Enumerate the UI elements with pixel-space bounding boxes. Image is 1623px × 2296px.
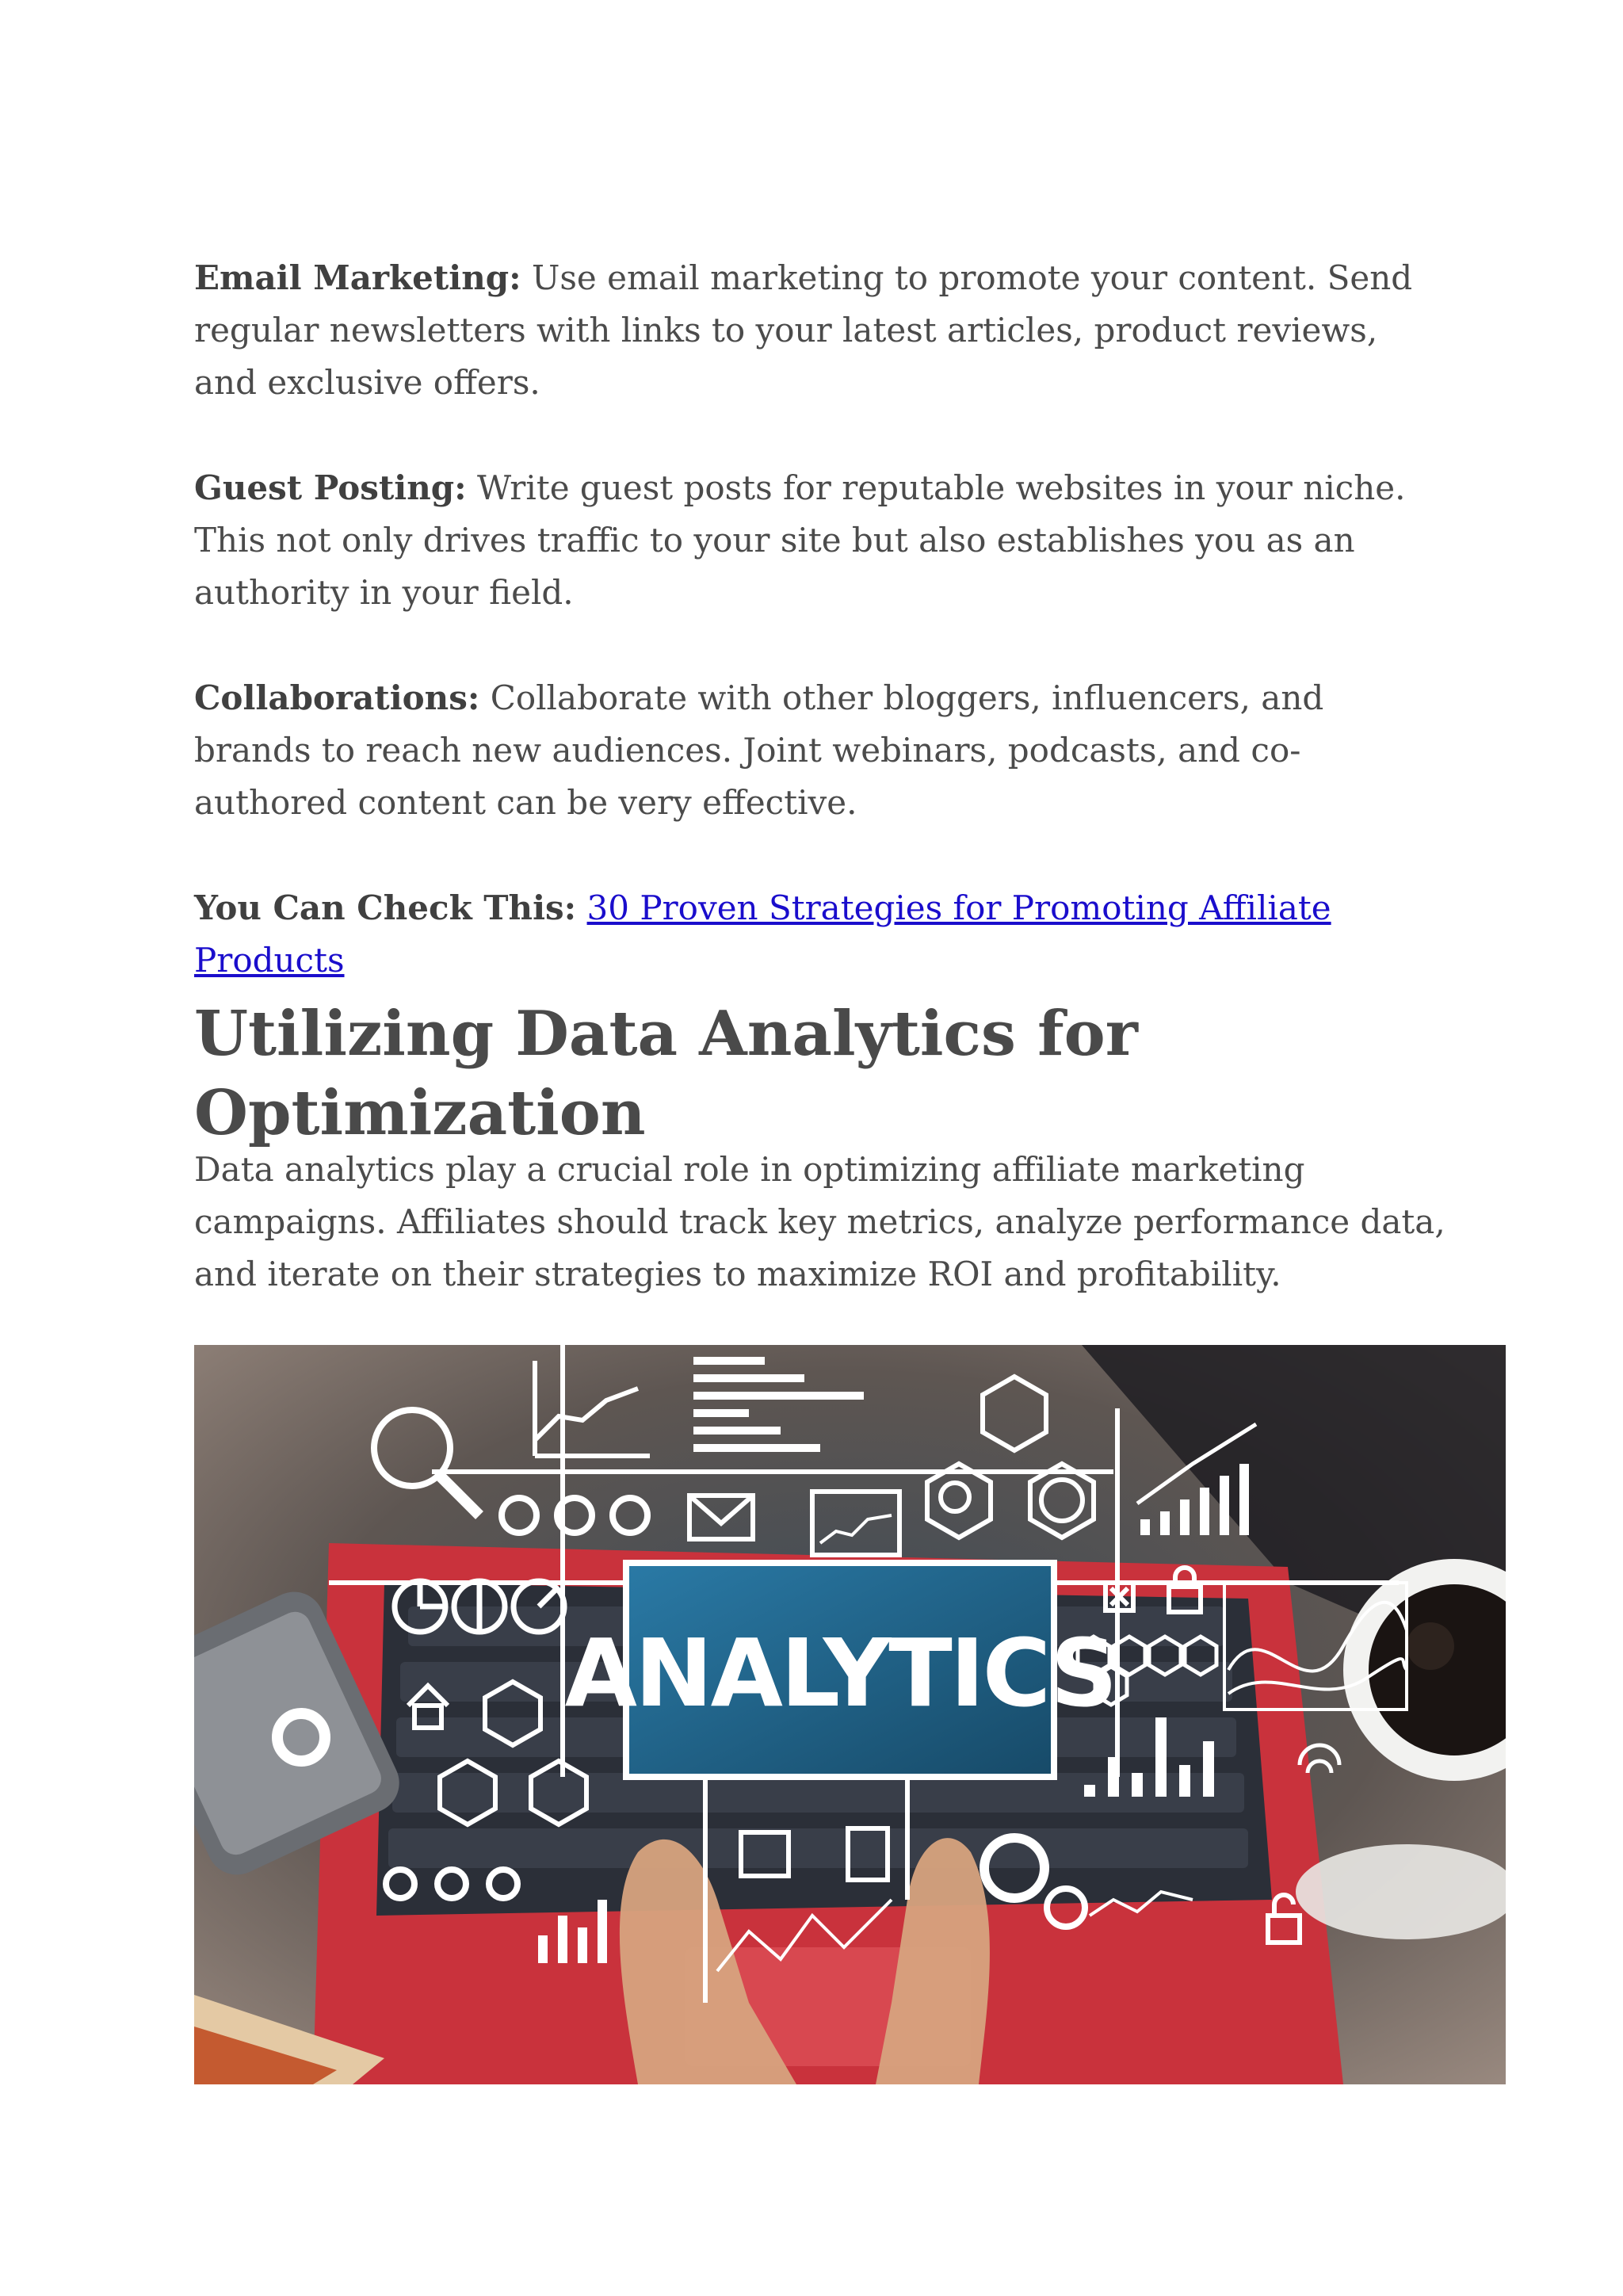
intro-paragraph: Data analytics play a crucial role in optimizing affiliate marketing campaigns. Affiliates should track key metrics, analyze performance data, and iterate on their strategies to maximize ROI and profitability.: [194, 1150, 1445, 1293]
guest-posting-label: Guest Posting:: [194, 468, 467, 507]
section-heading: Utilizing Data Analytics for Optimization: [194, 998, 1138, 1149]
guest-posting-paragraph: [194, 462, 1446, 619]
guest-posting-text: Write guest posts for reputable websites in your niche. This not only drives traffic to your site but also establishes you as an authority in your field.: [194, 468, 1406, 612]
collaborations-text: Collaborate with other bloggers, influencers, and brands to reach new audiences. Joint webinars, podcasts, and co-authored content can be very effective.: [194, 678, 1324, 822]
check-this-paragraph: [194, 882, 1446, 987]
collaborations-paragraph: [194, 672, 1446, 829]
email-marketing-text: Use email marketing to promote your content. Send regular newsletters with links to your latest articles, product reviews, and exclusive offers.: [194, 258, 1413, 402]
analytics-hero-image: [194, 1345, 1506, 2084]
analytics-title: ANALYTICS: [564, 1618, 1116, 1728]
check-this-label: You Can Check This:: [194, 888, 577, 927]
email-marketing-label: Email Marketing:: [194, 258, 521, 297]
collaborations-label: Collaborations:: [194, 678, 480, 717]
promoting-affiliate-products-link[interactable]: 30 Proven Strategies for Promoting Affiliate Products: [194, 888, 1331, 980]
email-marketing-paragraph: [194, 252, 1446, 409]
